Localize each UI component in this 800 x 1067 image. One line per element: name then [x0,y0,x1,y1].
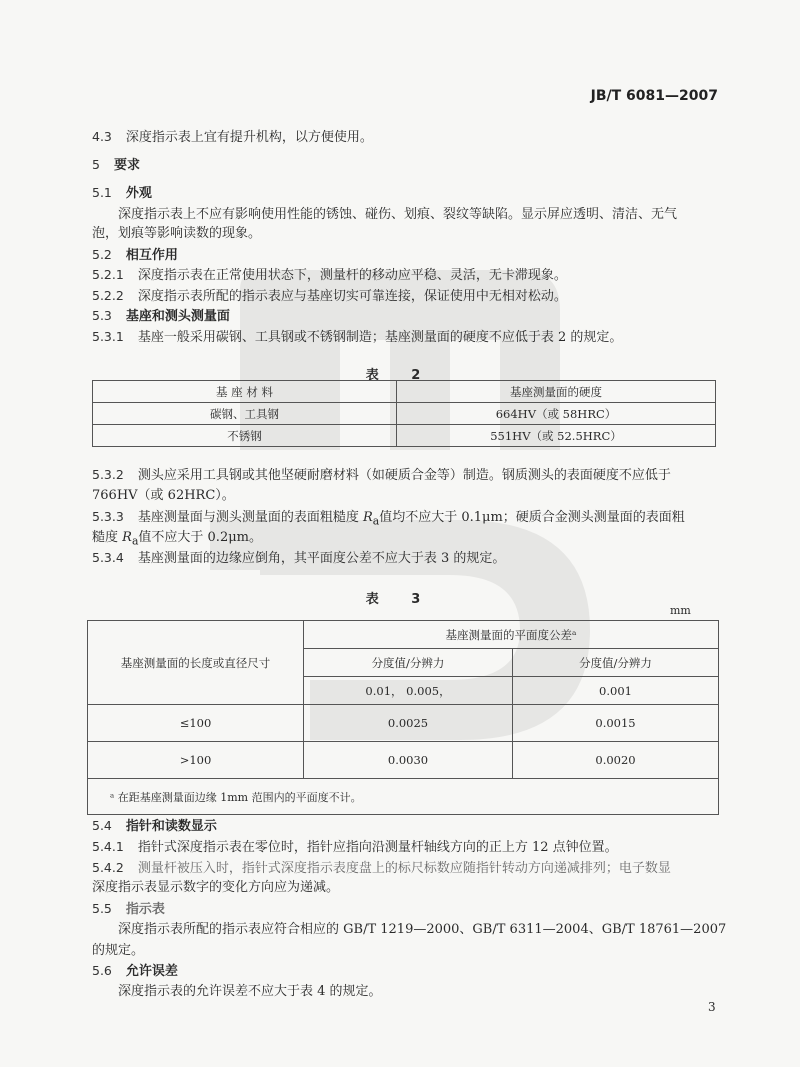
paragraph-text [92,530,262,548]
clause-number: 5.3.3 [92,509,124,524]
clause-text: 基座一般采用碳钢、工具钢或不锈钢制造；基座测量面的硬度不应低于表 2 的规定。 [137,330,623,345]
table-header-row [88,621,719,649]
table-3-unit: mm [670,604,691,617]
table-cell: 碳钢、工具钢 [93,403,397,425]
clause-text: 深度指示表上宜有提升机构，以方便使用。 [125,130,373,145]
clause-number: 5.2.2 [92,288,124,303]
table-cell: 0.0020 [513,742,719,779]
page-number: 3 [708,1000,716,1014]
roughness-symbol: R [122,530,132,545]
table-cell: >100 [88,742,304,779]
table-row [93,403,716,425]
clause-text: 基座测量面的边缘应倒角，其平面度公差不应大于表 3 的规定。 [137,551,506,566]
roughness-subscript: a [372,514,380,528]
table-3 [87,620,719,815]
paragraph-text: 深度指示表上不应有影响使用性能的锈蚀、碰伤、划痕、裂纹等缺陷。显示屏应透明、清洁、无气 [118,207,678,222]
clause-4-3 [92,128,373,147]
text-segment: 糙度 [92,530,123,545]
clause-number: 5.6 [92,963,112,978]
table-2 [92,380,716,447]
section-number: 5 [92,157,100,172]
clause-text: 测头应采用工具钢或其他坚硬耐磨材料（如硬质合金等）制造。钢质测头的表面硬度不应低于 [137,468,671,483]
row-header: 基座测量面的长度或直径尺寸 [88,621,304,705]
clause-title: 指针和读数显示 [125,819,217,834]
roughness-symbol: R [362,510,373,525]
section-title: 要求 [113,158,140,173]
clause-text: 测量杆被压入时，指针式深度指示表度盘上的标尺标数应随指针转动方向递减排列；电子数显 [137,861,671,876]
clause-5-2-heading [92,246,178,265]
clause-5-1-heading [92,184,152,203]
clause-5-4-1 [92,838,618,857]
table-cell: ≤100 [88,705,304,742]
clause-number: 5.5 [92,901,112,916]
paragraph-text: 深度指示表所配的指示表应符合相应的 GB/T 1219—2000、GB/T 6311—2004、GB/T 18761—2007 [118,922,727,937]
paragraph-text: 泡，划痕等影响读数的现象。 [92,226,262,241]
paragraph-text: 766HV（或 62HRC）。 [92,488,235,503]
clause-title: 指示表 [125,902,165,917]
paragraph-text: 深度指示表显示数字的变化方向应为递减。 [92,880,340,895]
table-header-row [93,381,716,403]
clause-number: 5.2.1 [92,267,124,282]
table-cell: 0.0015 [513,705,719,742]
clause-5-2-2 [92,287,567,306]
paragraph-line [92,942,144,960]
clause-number: 5.3 [92,308,112,323]
text-segment: 基座测量面与测头测量面的表面粗糙度 [137,510,363,525]
clause-number: 5.3.1 [92,329,124,344]
clause-number: 5.4.1 [92,839,124,854]
clause-title: 允许误差 [125,964,178,979]
clause-5-3-3 [92,508,685,531]
table-footnote: ᵃ 在距基座测量面边缘 1mm 范围内的平面度不计。 [88,779,719,815]
paragraph-line [118,921,726,939]
roughness-subscript: a [131,534,139,548]
clause-5-3-2 [92,466,671,485]
clause-text: 深度指示表在正常使用状态下，测量杆的移动应平稳、灵活，无卡滞现象。 [137,268,567,283]
paragraph-line [92,225,261,243]
table-2-caption: 表 2 [365,368,435,383]
table-row [88,705,719,742]
division-value: 0.01， 0.005， [304,677,513,705]
clause-5-5-heading [92,900,165,919]
clause-title: 外观 [125,186,152,201]
division-value: 0.001 [513,677,719,705]
clause-text [137,510,685,528]
group-header: 基座测量面的平面度公差ᵃ [304,621,719,649]
clause-number: 5.1 [92,185,112,200]
clause-text: 指针式深度指示表在零位时，指针应指向沿测量杆轴线方向的正上方 12 点钟位置。 [137,840,618,855]
column-header: 基座测量面的硬度 [397,381,716,403]
table-row [93,425,716,447]
text-segment: 值均不应大于 0.1μm；硬质合金测头测量面的表面粗 [379,510,685,525]
clause-5-3-4 [92,549,505,568]
column-header: 基 座 材 料 [93,381,397,403]
table-cell: 不锈钢 [93,425,397,447]
table-cell: 664HV（或 58HRC） [397,403,716,425]
clause-5-3-1 [92,328,622,347]
text-segment: 值不应大于 0.2μm。 [138,530,262,545]
clause-title: 相互作用 [125,248,178,263]
column-header: 分度值/分辨力 [513,649,719,677]
document-code: JB/T 6081—2007 [590,88,718,104]
paragraph-line [118,983,382,1001]
paragraph-line [118,206,677,224]
clause-number: 5.2 [92,247,112,262]
table-cell: 0.0025 [304,705,513,742]
clause-5-4-2 [92,859,671,878]
table-3-caption: 表 3 [365,592,435,607]
table-cell: 0.0030 [304,742,513,779]
paragraph-text: 深度指示表的允许误差不应大于表 4 的规定。 [118,984,382,999]
clause-number: 4.3 [92,129,112,144]
paragraph-line [92,879,339,897]
clause-number: 5.3.4 [92,550,124,565]
clause-number: 5.4 [92,818,112,833]
table-row [88,742,719,779]
table-footnote-row [88,779,719,815]
clause-number: 5.4.2 [92,860,124,875]
clause-5-2-1 [92,266,567,285]
section-5-heading [92,156,140,175]
clause-title: 基座和测头测量面 [125,309,230,324]
column-header: 分度值/分辨力 [304,649,513,677]
paragraph-line [92,487,235,505]
clause-number: 5.3.2 [92,467,124,482]
paragraph-line [92,529,262,551]
paragraph-text: 的规定。 [92,943,145,958]
clause-5-6-heading [92,962,178,981]
table-cell: 551HV（或 52.5HRC） [397,425,716,447]
clause-5-4-heading [92,817,217,836]
clause-text: 深度指示表所配的指示表应与基座切实可靠连接，保证使用中无相对松动。 [137,289,567,304]
clause-5-3-heading [92,307,230,326]
